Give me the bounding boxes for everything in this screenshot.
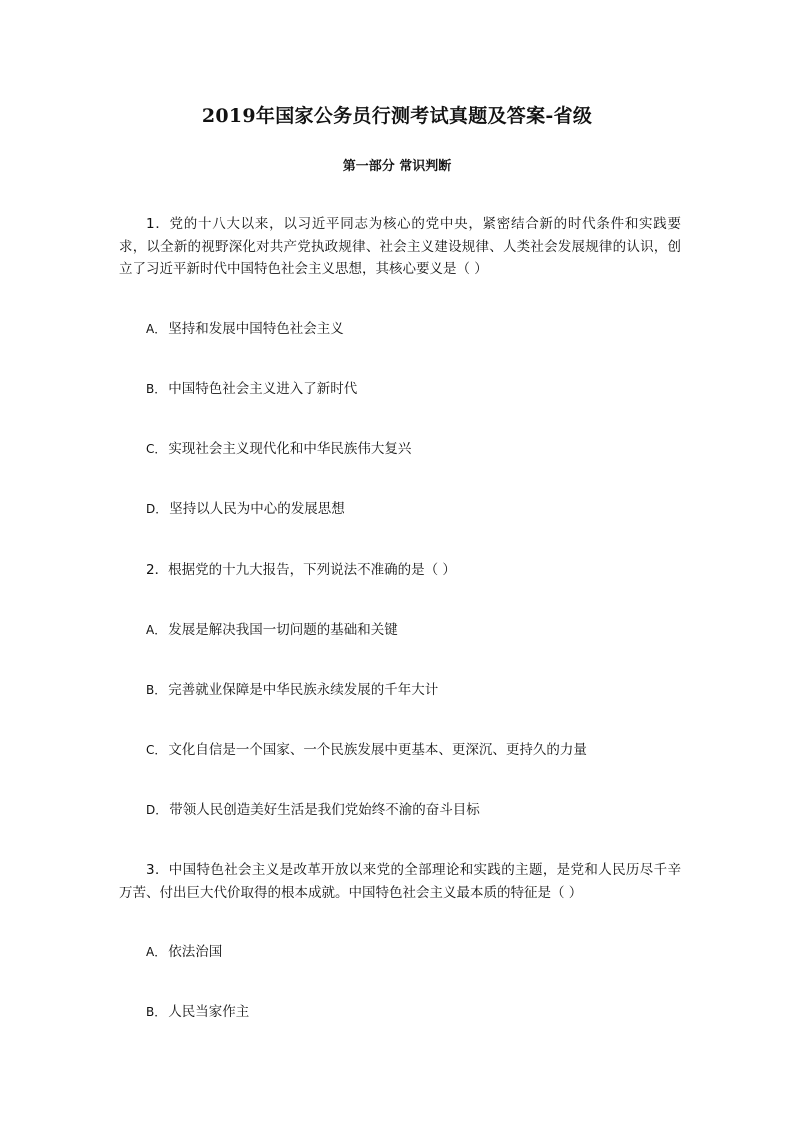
option-letter: B． (146, 382, 167, 396)
option-letter: A． (146, 322, 167, 336)
question-2-stem: 2．根据党的十九大报告，下列说法不准确的是（ ） (146, 562, 456, 578)
option-text: 坚持以人民为中心的发展思想 (169, 501, 345, 517)
option-text: 实现社会主义现代化和中华民族伟大复兴 (168, 441, 412, 457)
question-1-option-c (146, 438, 411, 460)
option-text: 发展是解决我国一切问题的基础和关键 (168, 622, 398, 638)
option-text: 文化自信是一个国家、一个民族发展中更基本、更深沉、更持久的力量 (168, 742, 587, 758)
option-text: 人民当家作主 (168, 1004, 250, 1020)
question-1-option-a (146, 318, 344, 340)
question-1-option-d (146, 498, 345, 520)
option-letter: D． (146, 803, 168, 817)
question-1-option-b (146, 378, 357, 400)
option-letter: B． (146, 1005, 167, 1019)
option-text: 带领人民创造美好生活是我们党始终不渝的奋斗目标 (169, 802, 480, 818)
option-text: 坚持和发展中国特色社会主义 (168, 321, 344, 337)
question-3-option-b (146, 1001, 249, 1023)
option-letter: C． (146, 743, 167, 757)
option-letter: C． (146, 442, 167, 456)
option-text: 依法治国 (168, 944, 223, 960)
option-text: 完善就业保障是中华民族永续发展的千年大计 (168, 682, 439, 698)
option-letter: A． (146, 623, 167, 637)
option-letter: D． (146, 502, 168, 516)
section-heading: 第一部分 常识判断 (342, 159, 452, 174)
question-3-option-a (146, 941, 222, 963)
option-letter: B． (146, 683, 167, 697)
question-2-option-c (146, 739, 587, 761)
option-letter: A． (146, 945, 167, 959)
question-2-option-d (146, 799, 480, 821)
question-2-option-a (146, 619, 398, 641)
question-3-stem: 3．中国特色社会主义是改革开放以来党的全部理论和实践的主题，是党和人民历尽千辛万苦、付出巨大代价取得的根本成就。中国特色社会主义最本质的特征是（ ） (119, 862, 681, 901)
question-1-stem: 1．党的十八大以来，以习近平同志为核心的党中央，紧密结合新的时代条件和实践要求，以全新的视野深化对共产党执政规律、社会主义建设规律、人类社会发展规律的认识，创立了习近平新时代中国特色社会主义思想，其核心要义是（ ） (119, 216, 681, 277)
option-text: 中国特色社会主义进入了新时代 (168, 381, 358, 397)
question-2-option-b (146, 679, 438, 701)
document-title: 2019年国家公务员行测考试真题及答案-省级 (201, 105, 593, 127)
